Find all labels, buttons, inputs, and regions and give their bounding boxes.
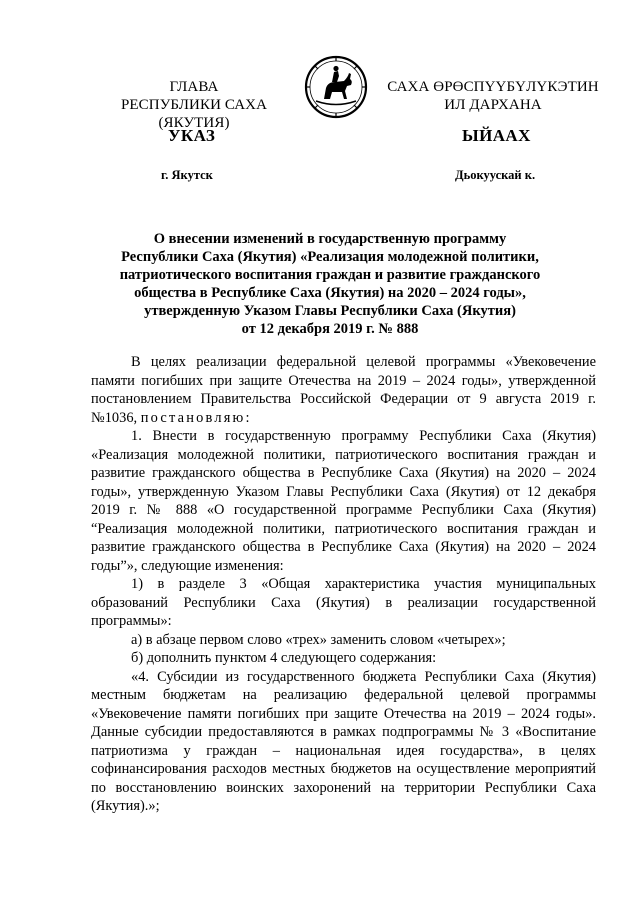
coat-of-arms-emblem-icon (304, 55, 368, 119)
preamble-text: В целях реализации федеральной целевой программы «Увековечение памяти погибших при защите Отечества на 2019 – 2024 годы», утвержденной постановлением Правительства Российской Федерации от 9 августа 2019 г. №1036, (91, 354, 596, 426)
issuer-ru-line1: ГЛАВА (169, 79, 219, 95)
document-title (95, 230, 565, 338)
title-line: общества в Республике Саха (Якутия) на 2020 – 2024 годы», (134, 285, 526, 301)
decree-label-sah: ЫЙААХ (462, 126, 531, 145)
issuer-ru (84, 78, 304, 132)
title-line: патриотического воспитания граждан и развитие гражданского (119, 267, 541, 283)
title-line: О внесении изменений в государственную программу (153, 231, 507, 247)
paragraph-subitem-b: б) дополнить пунктом 4 следующего содержания: (131, 650, 437, 666)
paragraph-subitem-1: 1) в разделе 3 «Общая характеристика участия муниципальных образований Республики Саха (Якутия) в реализации государственной программы»: (91, 576, 596, 629)
place-ru: г. Якутск (161, 168, 213, 182)
title-line: Республики Саха (Якутия) «Реализация молодежной политики, (121, 249, 539, 265)
paragraph-quoted-point-4: «4. Субсидии из государственного бюджета Республики Саха (Якутия) местным бюджетам на реализацию федеральной целевой программы «Увековечение памяти погибших при защите Отечества на 2019 – 2024 годы». Данные субсидии предоставляются в рамках подпрограммы № 3 «Воспитание патриотизма у граждан – национальная идея государства», в целях софинансирования расходов местных бюджетов на осуществление мероприятий по восстановлению воинских захоронений на территории Республики Саха (Якутия).»; (91, 668, 596, 814)
issuer-ru-line2: РЕСПУБЛИКИ САХА (ЯКУТИЯ) (120, 97, 268, 131)
issuer-sah-line1: САХА ӨРӨСПҮҮБҮЛҮКЭТИН (387, 79, 599, 95)
paragraph-subitem-a: а) в абзаце первом слово «трех» заменить словом «четырех»; (131, 631, 506, 648)
resolve-word: постановляю: (140, 409, 252, 426)
title-line: утвержденную Указом Главы Республики Саха (Якутия) (144, 303, 516, 319)
decree-label-ru: УКАЗ (168, 126, 216, 145)
issuer-sah-line2: ИЛ ДАРХАНА (444, 97, 542, 113)
paragraph-preamble (91, 353, 596, 427)
issuer-sah (378, 78, 608, 114)
place-sah: Дьокуускай к. (455, 168, 536, 182)
document-body (91, 353, 596, 816)
paragraph-item-1: 1. Внести в государственную программу Республики Саха (Якутия) «Реализация молодежной политики, патриотического воспитания граждан и развитие гражданского общества в Республике Саха (Якутия) на 2020 – 2024 годы», утвержденную Указом Главы Республики Саха (Якутия) от 12 декабря 2019 г. № 888 «О государственной программе Республики Саха (Якутия) “Реализация молодежной политики, патриотического воспитания граждан и развитие гражданского общества в Республике Саха (Якутия) на 2020 – 2024 годы”», следующие изменения: (91, 428, 596, 574)
title-line: от 12 декабря 2019 г. № 888 (241, 321, 419, 337)
